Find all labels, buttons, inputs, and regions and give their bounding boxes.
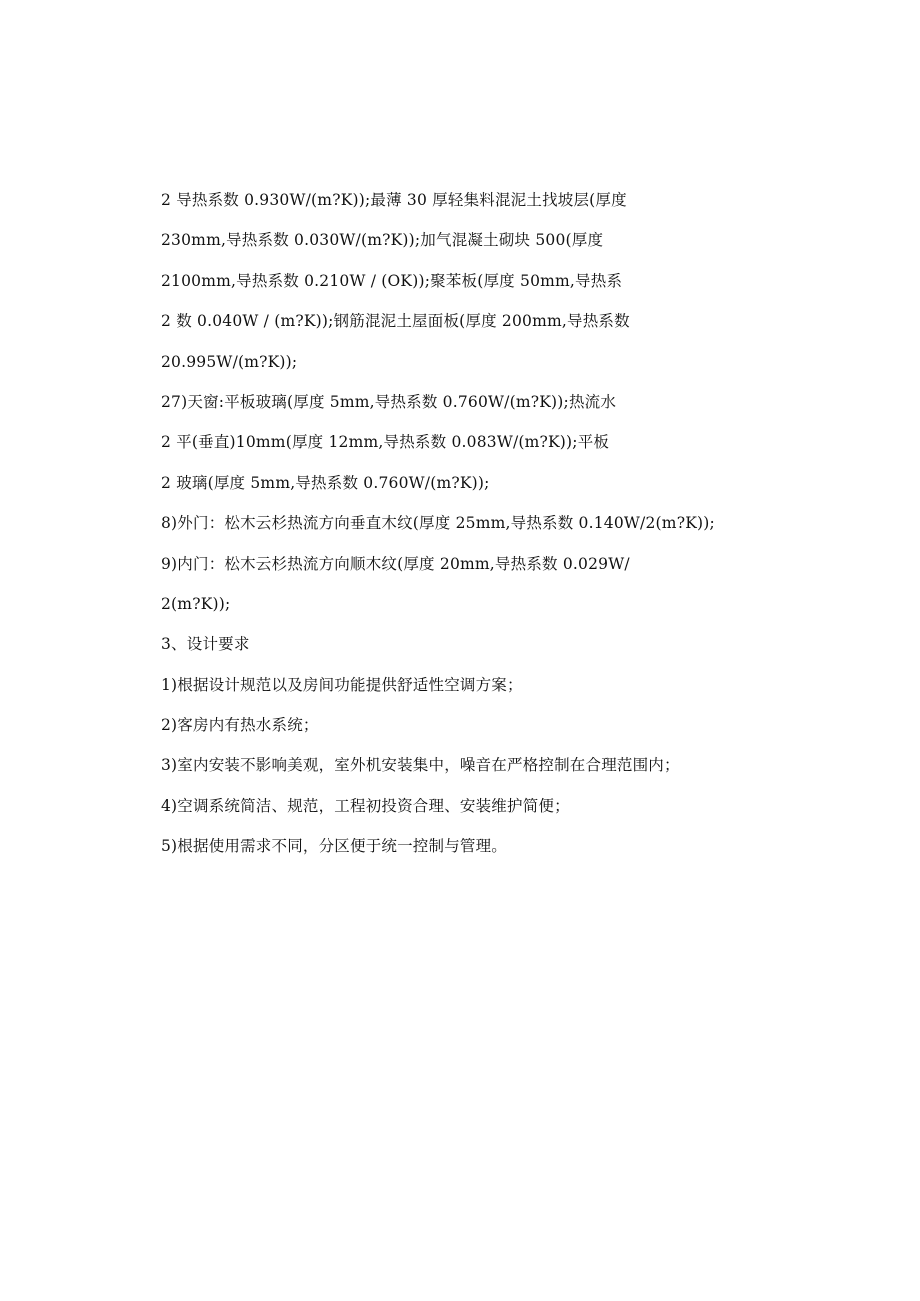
text-line: 2 数 0.040W / (m?K));钢筋混泥土屋面板(厚度 200mm,导热系数: [161, 312, 630, 331]
requirement-item: 1)根据设计规范以及房间功能提供舒适性空调方案；: [161, 675, 523, 694]
text-line: 8)外门：松木云杉热流方向垂直木纹(厚度 25mm,导热系数 0.140W/2(m?K));: [161, 514, 715, 533]
document-body: [161, 186, 901, 873]
text-line: 2 导热系数 0.930W/(m?K));最薄 30 厚轻集料混泥土找坡层(厚度: [161, 191, 627, 209]
text-line: 27)天窗:平板玻璃(厚度 5mm,导热系数 0.760W/(m?K));热流水: [161, 392, 617, 411]
text-line: 2 玻璃(厚度 5mm,导热系数 0.760W/(m?K));: [161, 473, 490, 492]
requirement-item: 2)客房内有热水系统；: [161, 716, 319, 735]
requirement-item: 5)根据使用需求不同，分区便于统一控制与管理。: [161, 837, 508, 856]
text-line: 2 平(垂直)10mm(厚度 12mm,导热系数 0.083W/(m?K));平板: [161, 433, 610, 452]
text-line: 20.995W/(m?K));: [161, 352, 298, 371]
requirement-item: 3)室内安装不影响美观，室外机安装集中，噪音在严格控制在合理范围内；: [161, 756, 680, 775]
requirement-item: 4)空调系统简洁、规范，工程初投资合理、安装维护简便；: [161, 796, 570, 815]
text-line: 2100mm,导热系数 0.210W / (OK));聚苯板(厚度 50mm,导热系: [161, 271, 623, 290]
section-heading: 3、设计要求: [161, 635, 250, 654]
text-line: 2(m?K));: [161, 594, 231, 613]
text-line: 230mm,导热系数 0.030W/(m?K));加气混凝土砌块 500(厚度: [161, 231, 604, 250]
text-line: 9)内门：松木云杉热流方向顺木纹(厚度 20mm,导热系数 0.029W/: [161, 554, 630, 573]
